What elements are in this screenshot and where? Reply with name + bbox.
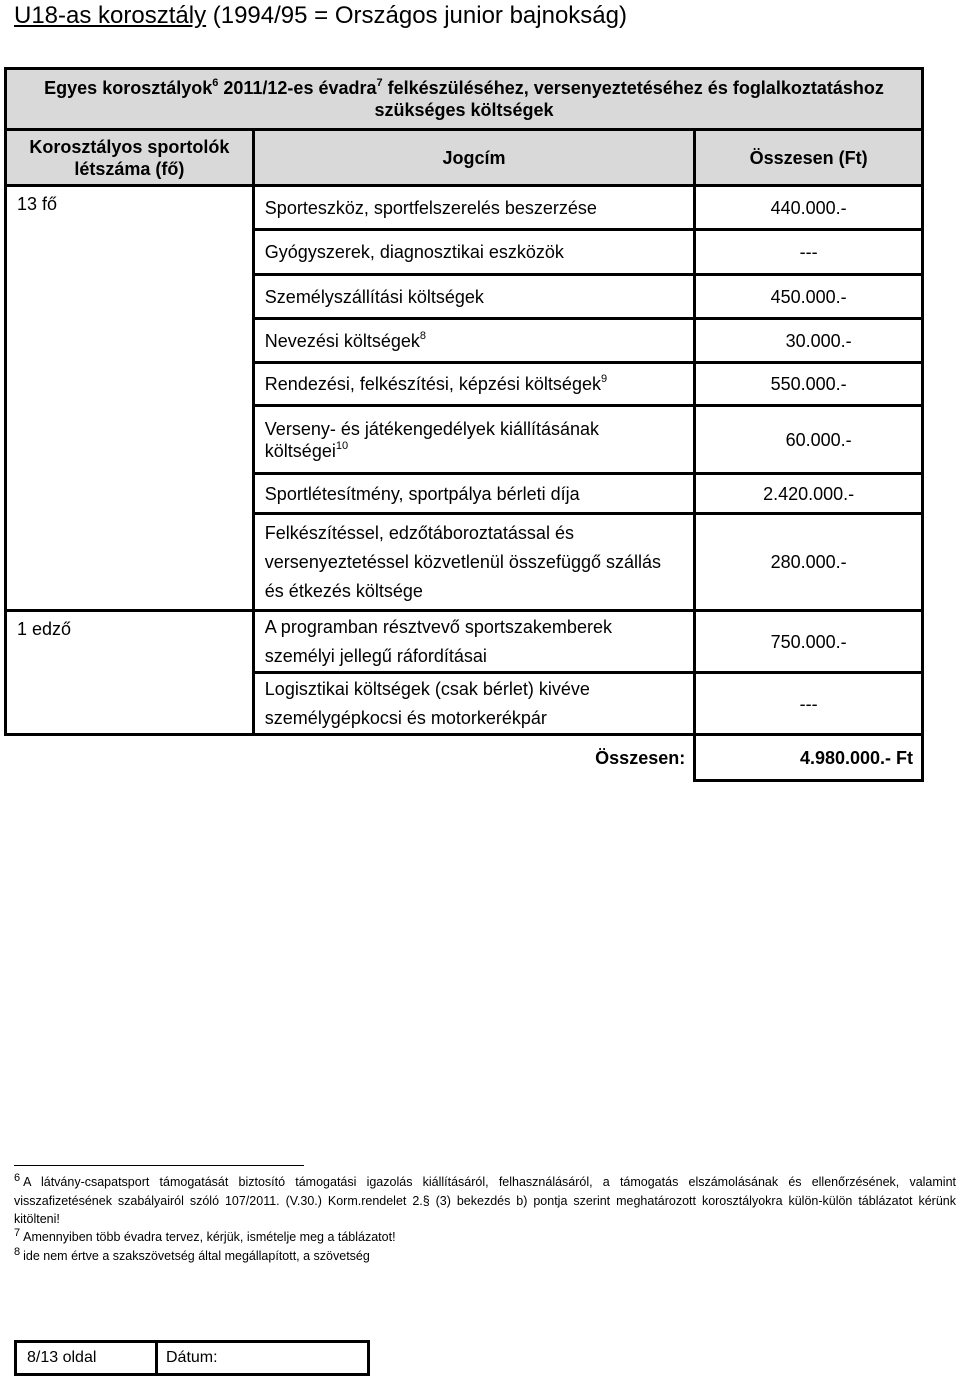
footnote-8 — [14, 1247, 956, 1266]
title-age-group: U18-as korosztály — [14, 2, 207, 29]
table-row-amount: --- — [695, 673, 923, 735]
table-row-amount: 440.000.- — [695, 186, 923, 230]
footnote-ref-9: 9 — [600, 373, 608, 385]
table-row-label: Rendezési, felkészítési, képzési költségek$^9$ — [253, 363, 694, 406]
table-row-amount: 450.000.- — [695, 275, 923, 319]
table-row-label: Logisztikai költségek (csak bérlet) kivéve személygépkocsi és motorkerékpár — [253, 673, 694, 735]
total-label: Összesen: — [253, 735, 694, 781]
table-row-amount: 60.000.- — [695, 406, 923, 474]
header-text-c: felkészüléséhez, versenyeztetéséhez és foglalkoztatáshoz — [382, 78, 884, 98]
table-row-amount: 30.000.- — [695, 319, 923, 363]
cost-table — [4, 67, 924, 782]
table-row-amount: 2.420.000.- — [695, 474, 923, 514]
table-row-label: A programban résztvevő sportszakemberek személyi jellegű ráfordításai — [253, 611, 694, 673]
footnote-7 — [14, 1228, 956, 1247]
table-row-amount: 750.000.- — [695, 611, 923, 673]
footnote-text: Amennyiben több évadra tervez, kérjük, ismételje meg a táblázatot! — [23, 1230, 396, 1244]
page-number: 8/13 oldal — [17, 1343, 158, 1373]
athletes-count: 13 fő — [6, 186, 254, 611]
table-row-label: Sportlétesítmény, sportpálya bérleti díja — [253, 474, 694, 514]
total-value: 4.980.000.- Ft — [695, 735, 923, 781]
footnote-ref-10: 10 — [335, 439, 349, 452]
footnote-number: 7 — [14, 1227, 21, 1239]
table-row-amount: 550.000.- — [695, 363, 923, 406]
footnote-divider — [14, 1165, 304, 1166]
footnote-number: 8 — [14, 1246, 21, 1258]
footnote-6 — [14, 1173, 956, 1228]
table-row-amount: --- — [695, 230, 923, 275]
page-footer — [14, 1340, 370, 1376]
footnote-ref-8: 8 — [419, 329, 426, 342]
table-row-amount: 280.000.- — [695, 514, 923, 611]
table-row-label: Verseny- és játékengedélyek kiállításának költségei$^{10}$ — [253, 406, 694, 474]
table-row-label: Sporteszköz, sportfelszerelés beszerzése — [253, 186, 694, 230]
table-row-label: Nevezési költségek$^8$ — [253, 319, 694, 363]
footnote-ref-6: 6 — [212, 77, 219, 89]
header-text-b: 2011/12-es évadra — [218, 78, 377, 98]
header-text-a: Egyes korosztályok — [44, 78, 213, 98]
column-header-title: Jogcím — [253, 130, 694, 186]
column-header-count: Korosztályos sportolók létszáma (fő) — [6, 130, 254, 186]
coach-count: 1 edző — [6, 611, 254, 735]
footnote-number: 6 — [14, 1172, 21, 1184]
table-row-label: Felkészítéssel, edzőtáboroztatással és versenyeztetéssel közvetlenül összefüggő szállás és étkezés költsége — [253, 514, 694, 611]
footnotes — [14, 1173, 956, 1266]
footnote-text: ide nem értve a szakszövetség által megállapított, a szövetség — [23, 1249, 370, 1263]
title-subtitle: (1994/95 = Országos junior bajnokság) — [206, 2, 627, 29]
table-header — [6, 69, 923, 130]
date-field[interactable]: Dátum: — [166, 1349, 218, 1366]
table-row-label: Gyógyszerek, diagnosztikai eszközök — [253, 230, 694, 275]
column-header-total: Összesen (Ft) — [695, 130, 923, 186]
footnote-ref-7: 7 — [376, 77, 383, 89]
footnote-text: A látvány-csapatsport támogatását biztosító támogatási igazolás kiállításáról, felhasználásáról, a támogatás elszámolásának és ellenőrzésének, valamint visszafizetésének szabályairól szóló 107/2011. (V.30.) Korm.rendelet 2.§ (3) bekezdés b) pontja szerint meghatározott korosztályokra külön-külön táblázatot kérünk kitölteni! — [14, 1175, 956, 1226]
page-title — [14, 2, 627, 30]
table-row-label: Személyszállítási költségek — [253, 275, 694, 319]
header-text-line2: szükséges költségek — [374, 100, 554, 120]
total-spacer — [6, 735, 254, 781]
